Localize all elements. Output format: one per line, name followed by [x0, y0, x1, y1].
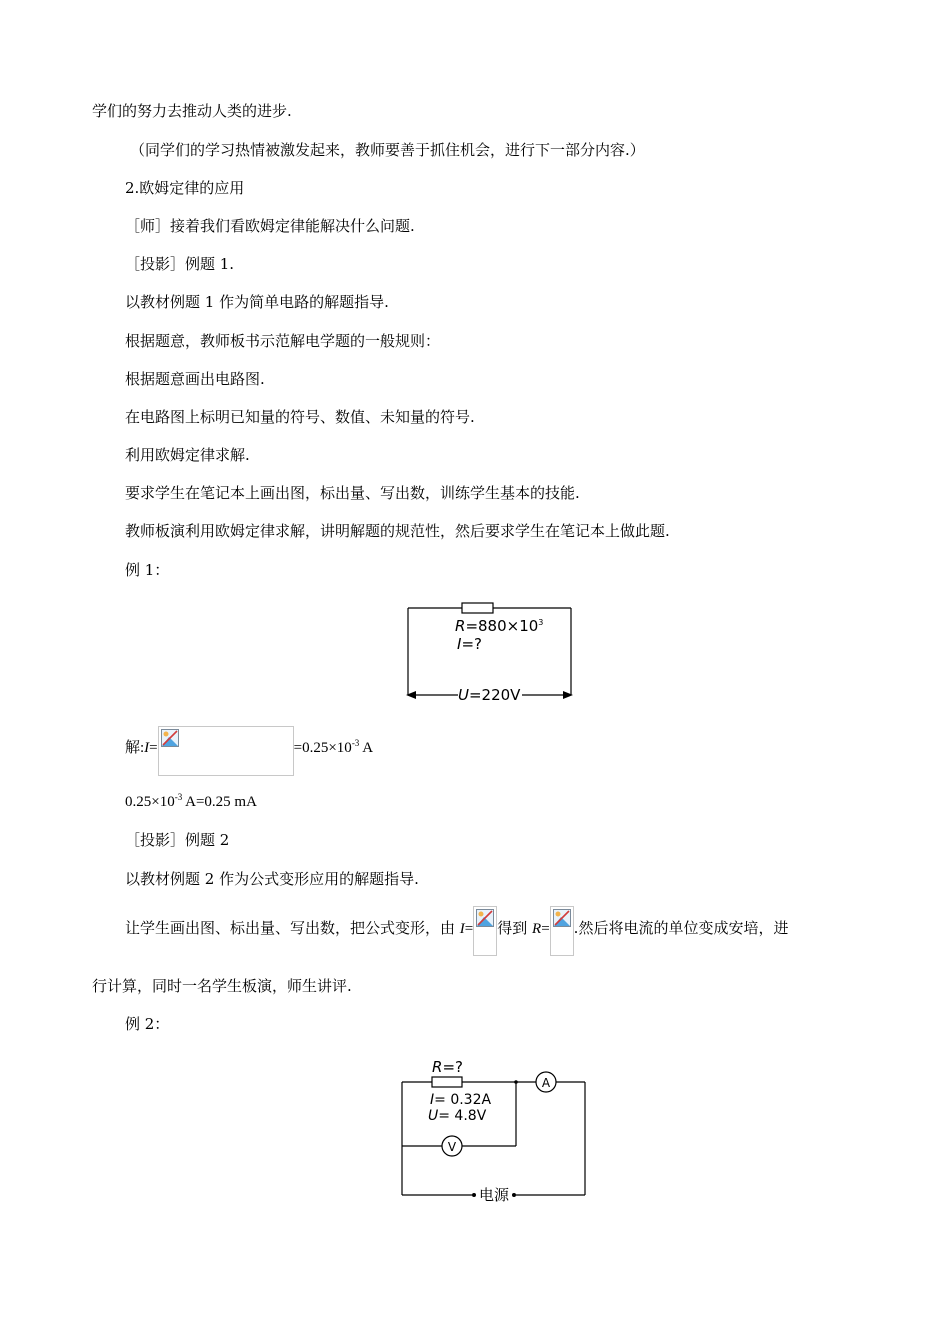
svg-text:U=220V [458, 686, 521, 704]
resistor-symbol [432, 1077, 462, 1087]
resistor-symbol [462, 603, 493, 613]
paragraph: 在电路图上标明已知量的符号、数值、未知量的符号. [125, 408, 475, 426]
paragraph: 以教材例题 2 作为公式变形应用的解题指导. [125, 870, 419, 888]
equals-sign: = [541, 921, 550, 937]
ammeter-label: A [541, 1076, 551, 1090]
circuit2-i-label: I [430, 1092, 435, 1108]
paragraph: 学们的努力去推动人类的进步. [92, 102, 292, 120]
circuit2-u-label: U [428, 1108, 439, 1124]
circuit2-r-value: =? [442, 1058, 463, 1076]
circuit1-u-label: U [458, 686, 469, 704]
svg-text:R=880×103 [455, 617, 543, 635]
paragraph: ［师］接着我们看欧姆定律能解决什么问题. [125, 217, 415, 235]
svg-text:I=? [457, 635, 482, 653]
solution-result: =0.25×10 [293, 740, 352, 756]
circuit2-i-value: = 0.32A [434, 1092, 492, 1108]
circuit1-i-label: I [457, 635, 462, 653]
svg-text:R=? [432, 1058, 463, 1076]
formula-image-placeholder [550, 906, 574, 956]
circuit1-r-label: R [455, 617, 466, 635]
circuit-diagram-1 [400, 598, 580, 706]
equals-sign: = [149, 740, 158, 756]
circuit2-r-label: R [432, 1058, 443, 1076]
unit-conversion-line [125, 792, 257, 812]
conversion-left: 0.25×10 [125, 794, 175, 810]
paragraph: ［投影］例题 2 [125, 831, 230, 849]
paragraph: 利用欧姆定律求解. [125, 446, 250, 464]
circuit1-r-exponent: 3 [538, 618, 544, 627]
broken-image-icon [161, 729, 179, 747]
solution-exponent: -3 [351, 738, 360, 748]
paragraph: 根据题意画出电路图. [125, 370, 265, 388]
circuit1-r-value: =880×10 [465, 617, 539, 635]
paragraph: （同学们的学习热情被激发起来，教师要善于抓住机会，进行下一部分内容.） [130, 141, 645, 159]
circuit2-u-value: = 4.8V [438, 1108, 487, 1124]
formula-transform-line [125, 918, 788, 958]
paragraph: 教师板演利用欧姆定律求解，讲明解题的规范性，然后要求学生在笔记本上做此题. [125, 522, 670, 540]
conversion-right: A=0.25 mA [182, 794, 257, 810]
svg-text:I= 0.32A [430, 1092, 491, 1108]
variable-r: R [532, 921, 542, 937]
paragraph: 要求学生在笔记本上画出图，标出量、写出数，训练学生基本的技能. [125, 484, 580, 502]
equals-sign: = [464, 921, 474, 937]
paragraph: ［投影］例题 1. [125, 255, 235, 273]
voltmeter-label: V [447, 1140, 457, 1154]
circuit-diagram-2 [396, 1052, 592, 1202]
paragraph: 根据题意，教师板书示范解电学题的一般规则： [125, 332, 441, 350]
formula-image-placeholder [158, 726, 294, 776]
power-source-label: 电源 [478, 1186, 510, 1202]
svg-text:U= 4.8V [428, 1108, 487, 1124]
conversion-exponent: -3 [174, 792, 183, 802]
solution-unit: A [359, 740, 374, 756]
formula-text-1: 让学生画出图、标出量、写出数，把公式变形，由 [125, 919, 460, 937]
paragraph: 以教材例题 1 作为简单电路的解题指导. [125, 293, 389, 311]
example-label: 例 1： [125, 561, 170, 579]
section-heading: 2.欧姆定律的应用 [125, 179, 245, 197]
variable-i: I [459, 921, 465, 937]
formula-text-3: .然后将电流的单位变成安培，进 [573, 919, 789, 937]
broken-image-icon [476, 909, 494, 927]
circuit1-u-value: =220V [468, 686, 521, 704]
formula-image-placeholder [473, 906, 497, 956]
formula-text-2: 得到 [497, 919, 533, 937]
variable-i: I [144, 740, 150, 756]
solution-prefix: 解: [125, 740, 145, 756]
paragraph: 行计算，同时一名学生板演，师生讲评. [92, 977, 352, 995]
solution-line [125, 738, 373, 788]
circuit1-i-value: =? [461, 635, 482, 653]
broken-image-icon [553, 909, 571, 927]
example-label: 例 2： [125, 1015, 170, 1033]
